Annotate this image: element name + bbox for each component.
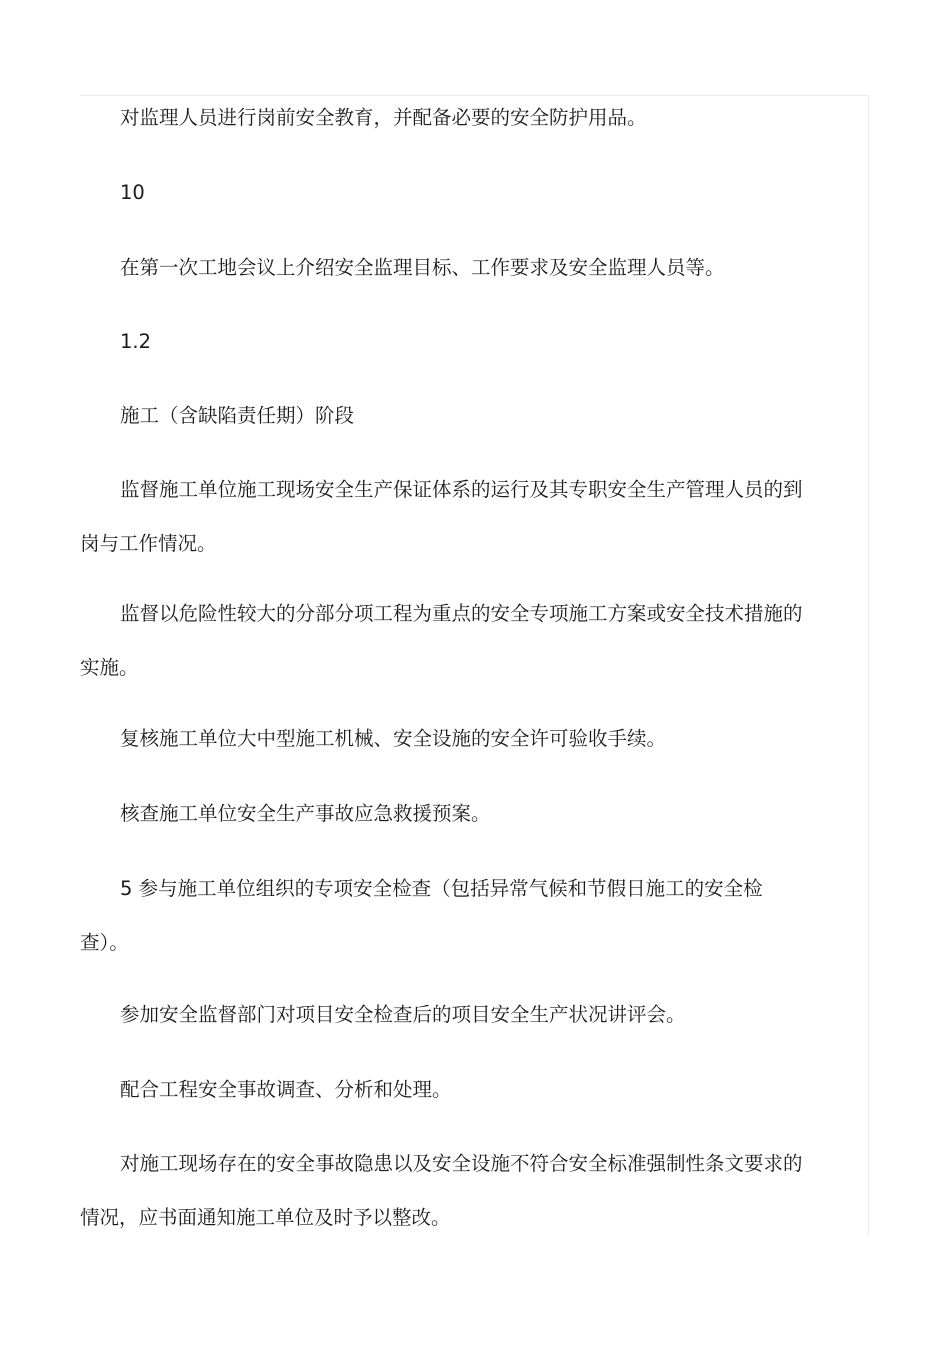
paragraph-4: 1.2 <box>120 330 152 353</box>
paragraph-3: 在第一次工地会议上介绍安全监理目标、工作要求及安全监理人员等。 <box>120 256 725 279</box>
paragraph-5: 施工（含缺陷责任期）阶段 <box>120 404 355 427</box>
paragraph-12: 配合工程安全事故调查、分析和处理。 <box>120 1078 452 1101</box>
paragraph-8: 复核施工单位大中型施工机械、安全设施的安全许可验收手续。 <box>120 727 667 750</box>
paragraph-9: 核查施工单位安全生产事故应急救援预案。 <box>120 802 491 825</box>
paragraph-13: 对施工现场存在的安全事故隐患以及安全设施不符合安全标准强制性条文要求的情况，应书面通知施工单位及时予以整改。 <box>80 1152 803 1229</box>
paragraph-10: 5 参与施工单位组织的专项安全检查（包括异常气候和节假日施工的安全检查）。 <box>80 877 763 954</box>
paragraph-6: 监督施工单位施工现场安全生产保证体系的运行及其专职安全生产管理人员的到岗与工作情况。 <box>80 478 803 555</box>
paragraph-7: 监督以危险性较大的分部分项工程为重点的安全专项施工方案或安全技术措施的实施。 <box>80 602 803 679</box>
paragraph-11: 参加安全监督部门对项目安全检查后的项目安全生产状况讲评会。 <box>120 1003 686 1026</box>
paragraph-1: 对监理人员进行岗前安全教育，并配备必要的安全防护用品。 <box>120 106 647 129</box>
paragraph-2: 10 <box>120 181 145 204</box>
